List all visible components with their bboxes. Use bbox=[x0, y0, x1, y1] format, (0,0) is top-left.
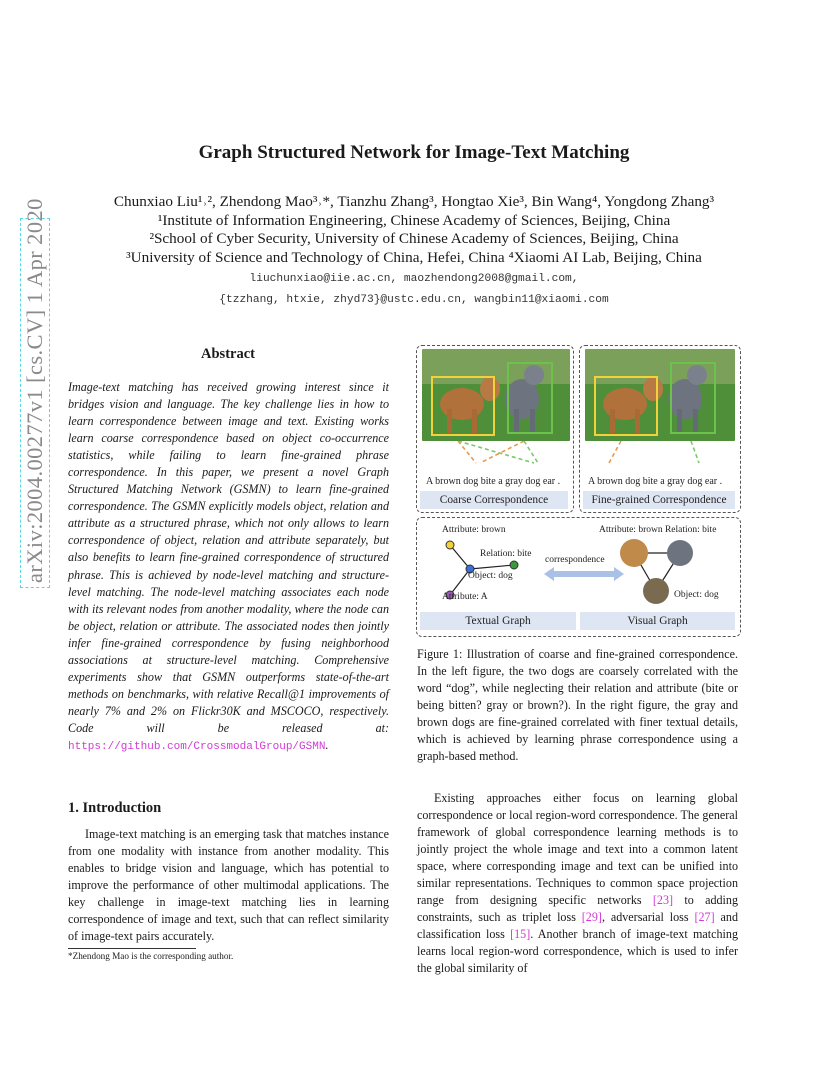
textual-relation-bite: Relation: bite bbox=[480, 549, 532, 559]
abstract-heading: Abstract bbox=[201, 346, 255, 362]
fine-links bbox=[579, 441, 739, 473]
fine-label: Fine-grained Correspondence bbox=[583, 491, 735, 509]
code-link[interactable]: https://github.com/CrossmodalGroup/GSMN bbox=[68, 740, 326, 753]
coarse-label: Coarse Correspondence bbox=[420, 491, 568, 509]
author-list: Chunxiao Liu¹˒², Zhendong Mao³˒*, Tianzhu Zhang³, Hongtao Xie³, Bin Wang⁴, Yongdong Zhang³ bbox=[113, 193, 715, 210]
arxiv-side-stamp: arXiv:2004.00277v1 [cs.CV] 1 Apr 2020 bbox=[20, 218, 50, 588]
textual-attr-brown: Attribute: brown bbox=[442, 525, 506, 535]
coarse-sentence: A brown dog bite a gray dog ear . bbox=[426, 476, 561, 487]
paper-title: Graph Structured Network for Image-Text Matching bbox=[198, 142, 630, 163]
author-block bbox=[0, 193, 828, 309]
intro-paragraph: Image-text matching is an emerging task that matches instance from one modality with instance from another modality. This enables to bridge vision and language, which has potential to improve the performance of other multimodal applications. The key challenge in image-text matching lies in learning correspondence of image and text, such that can reflect similarity of image-text pairs accurately. bbox=[68, 827, 389, 944]
abstract-body bbox=[68, 379, 389, 756]
email-line-2: {tzzhang, htxie, zhyd73}@ustc.edu.cn, wangbin11@xiaomi.com bbox=[219, 293, 609, 306]
abstract-period: . bbox=[325, 737, 329, 752]
visual-graph-label: Visual Graph bbox=[580, 612, 735, 630]
textual-object-dog: Object: dog bbox=[468, 571, 513, 581]
right-text-mid2: , adversarial loss bbox=[601, 910, 695, 925]
citation-15[interactable]: [15] bbox=[510, 927, 531, 942]
figure-1 bbox=[416, 345, 740, 637]
textual-graph-label: Textual Graph bbox=[420, 612, 576, 630]
correspondence-label: correspondence bbox=[545, 555, 605, 565]
coarse-links bbox=[416, 441, 572, 473]
email-line-1: liuchunxiao@iie.ac.cn, maozhendong2008@gmail.com, bbox=[249, 273, 579, 285]
citation-23[interactable]: [23] bbox=[652, 893, 674, 908]
fine-sentence: A brown dog bite a gray dog ear . bbox=[588, 476, 723, 487]
figure-caption: Figure 1: Illustration of coarse and fine-grained correspondence. In the left figure, the two dogs are coarsely correlated with the word “dog”, while neglecting their relation and attribute (bite or being bitten? gray or brown?). In the right figure, the gray and brown dogs are fine-grained correlated with finer textual details, which is achieved by learning phrase correspondence using a graph-based method. bbox=[417, 647, 738, 764]
abstract-text: Image-text matching has received growing interest since it bridges vision and language. The key challenge lies in how to learn correspondence between image and text. Existing works learn coarse correspondence based on object co-occurrence statistics, while failing to learn fine-grained phrase correspondence. In this paper, we present a novel Graph Structured Matching Network (GSMN) to learn fine-grained correspondence. The GSMN explicitly models object, relation and attribute as a structured phrase, which not only allows to learn correspondence of object, relation and attribute separately, but also benefits to learn fine-grained correspondence of structured phrase. This is achieved by node-level matching and structure-level matching. The node-level matching associates each node with its relevant nodes from another modality, where the node can be object, relation or attribute. The associated nodes then jointly infer fine-grained correspondence by fusing neighborhood associations at structure-level matching. Comprehensive experiments show that GSMN outperforms state-of-the-art methods on benchmarks, with relative Recall@1 improvements of nearly 7% and 2% on Flickr30K and MSCOCO, respectively. Code will be released at: bbox=[68, 380, 389, 735]
intro-body bbox=[68, 826, 389, 945]
visual-object-dog: Object: dog bbox=[674, 590, 719, 600]
right-text-mid1: to adding constraints, such as triplet loss bbox=[417, 893, 738, 925]
visual-attr-relation: Attribute: brown Relation: bite bbox=[599, 525, 717, 535]
right-text-end: . Another branch of image-text matching learns local region-word correspondence, which is used to infer the global similarity of bbox=[417, 927, 739, 976]
affiliation-1: ¹Institute of Information Engineering, Chinese Academy of Sciences, Beijing, China bbox=[157, 211, 671, 229]
footnote: *Zhendong Mao is the corresponding author. bbox=[68, 951, 234, 961]
right-text-start: Existing approaches either focus on learning global correspondence or local region-word correspondence. The general framework of global correspondence learning methods is to jointly project the whole image and text into a common latent space, where corresponding image and text can be unified into similar representations. Techniques to common space projection range from designing specific networks bbox=[417, 791, 738, 908]
citation-29[interactable]: [29] bbox=[581, 910, 602, 925]
intro-heading: 1. Introduction bbox=[68, 800, 162, 816]
citation-27[interactable]: [27] bbox=[694, 910, 715, 925]
right-column-body bbox=[417, 790, 738, 978]
textual-attr-a: Attribute: A bbox=[442, 592, 488, 602]
coarse-dog-photo bbox=[422, 349, 570, 441]
fine-dog-photo bbox=[585, 349, 735, 441]
affiliation-3: ³University of Science and Technology of China, Hefei, China ⁴Xiaomi AI Lab, Beijing, China bbox=[126, 248, 702, 266]
affiliation-2: ²School of Cyber Security, University of Chinese Academy of Sciences, Beijing, China bbox=[149, 230, 679, 247]
correspondence-arrow bbox=[544, 567, 624, 581]
right-paragraph bbox=[417, 790, 738, 978]
footnote-rule bbox=[68, 948, 196, 949]
right-text-mid3: and classification loss bbox=[417, 910, 738, 942]
